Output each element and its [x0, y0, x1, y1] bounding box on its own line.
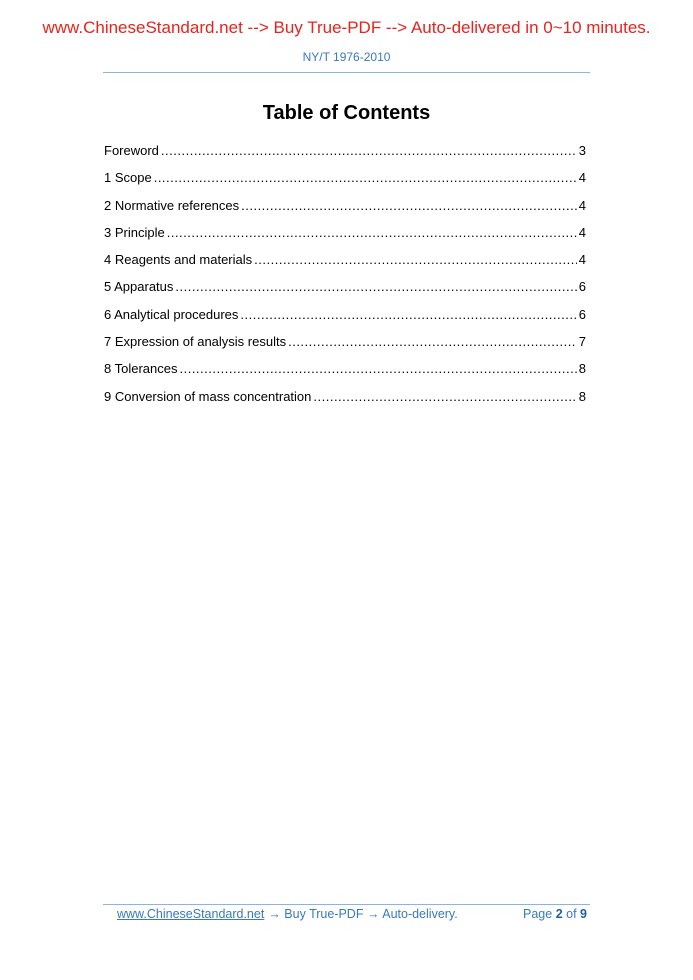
toc-entry-page: 8 [578, 388, 586, 404]
toc-dot-leader [161, 143, 577, 158]
toc-list [104, 143, 586, 416]
toc-entry[interactable] [104, 389, 586, 416]
header-divider [103, 72, 590, 73]
toc-entry-page: 7 [578, 334, 586, 350]
toc-entry-page: 4 [578, 252, 586, 268]
toc-dot-leader [179, 361, 576, 376]
toc-entry-page: 8 [578, 361, 586, 377]
toc-entry-page: 3 [578, 143, 586, 158]
toc-entry[interactable] [104, 307, 586, 334]
toc-entry-label: 3 Principle [104, 224, 165, 240]
toc-entry-label: 8 Tolerances [104, 361, 178, 377]
footer-divider [103, 904, 590, 905]
toc-entry[interactable] [104, 334, 586, 361]
toc-entry[interactable] [104, 252, 586, 279]
toc-entry-page: 4 [578, 197, 586, 213]
toc-entry-page: 6 [578, 279, 586, 295]
of-word: of [566, 907, 577, 921]
toc-entry[interactable] [104, 361, 586, 388]
toc-dot-leader [254, 252, 577, 267]
page-word: Page [523, 907, 553, 921]
footer-site-link[interactable]: www.ChineseStandard.net [117, 907, 265, 921]
page-footer [117, 907, 587, 921]
toc-dot-leader [175, 279, 576, 294]
toc-entry[interactable] [104, 170, 586, 197]
standard-code: NY/T 1976-2010 [302, 50, 391, 64]
footer-promo-text: → Buy True-PDF → Auto-delivery. [268, 907, 458, 921]
toc-entry-label: Foreword [104, 143, 159, 158]
toc-dot-leader [313, 389, 576, 404]
toc-entry-label: 6 Analytical procedures [104, 306, 239, 322]
toc-dot-leader [241, 198, 577, 213]
toc-dot-leader [167, 225, 577, 240]
toc-entry-page: 4 [578, 224, 586, 240]
toc-entry-label: 4 Reagents and materials [104, 252, 253, 268]
toc-title: Table of Contents [262, 102, 431, 124]
toc-entry-label: 1 Scope [104, 170, 152, 186]
current-page-number: 2 [555, 907, 563, 921]
toc-entry[interactable] [104, 279, 586, 306]
toc-entry[interactable] [104, 225, 586, 252]
toc-entry-label: 9 Conversion of mass concentration [104, 388, 312, 404]
toc-entry[interactable] [104, 143, 586, 170]
toc-entry[interactable] [104, 198, 586, 225]
toc-dot-leader [154, 170, 577, 185]
toc-entry-label: 2 Normative references [104, 197, 240, 213]
total-pages-number: 9 [580, 907, 587, 921]
toc-entry-label: 5 Apparatus [104, 279, 174, 295]
toc-entry-label: 7 Expression of analysis results [104, 334, 287, 350]
toc-dot-leader [240, 307, 576, 322]
toc-entry-page: 6 [578, 306, 586, 322]
toc-entry-page: 4 [578, 170, 586, 186]
promo-banner[interactable]: www.ChineseStandard.net --> Buy True-PDF --> Auto-delivered in 0~10 minutes. [42, 18, 651, 37]
toc-dot-leader [288, 334, 577, 349]
page-indicator [523, 907, 587, 921]
